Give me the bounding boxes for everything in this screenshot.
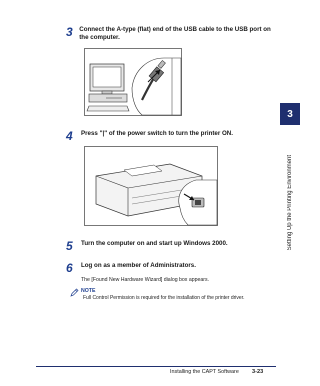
step-6-description: The [Found New Hardware Wizard] dialog box appears. <box>81 277 210 283</box>
step-instruction: Turn the computer on and start up Windows 2000. <box>81 240 228 247</box>
step-instruction: Press "|" of the power switch to turn the printer ON. <box>81 130 233 137</box>
note-text: Full Control Permission is required for the installation of the printer driver. <box>83 295 245 301</box>
page-number: 3-23 <box>252 369 264 375</box>
chapter-title <box>280 128 300 278</box>
step-5 <box>66 240 276 252</box>
step-number: 3 <box>66 25 73 39</box>
step-3 <box>66 26 276 42</box>
step-instruction: Connect the A-type (flat) end of the USB cable to the USB port on the computer. <box>79 26 271 41</box>
step-number: 5 <box>66 239 73 253</box>
step-number: 4 <box>66 129 73 143</box>
step-4 <box>66 130 276 142</box>
footer-section-title: Installing the CAPT Software <box>170 369 239 375</box>
footer-divider <box>36 366 276 367</box>
chapter-title-text: Setting Up the Printing Environment <box>287 155 293 251</box>
step-number: 6 <box>66 261 73 275</box>
step-6 <box>66 262 276 274</box>
note-label: NOTE <box>81 288 96 294</box>
printer-power-illustration <box>84 146 218 226</box>
chapter-tab: 3 <box>280 103 300 125</box>
computer-usb-illustration <box>84 48 182 116</box>
step-instruction: Log on as a member of Administrators. <box>81 262 196 269</box>
pencil-note-icon <box>70 288 79 297</box>
